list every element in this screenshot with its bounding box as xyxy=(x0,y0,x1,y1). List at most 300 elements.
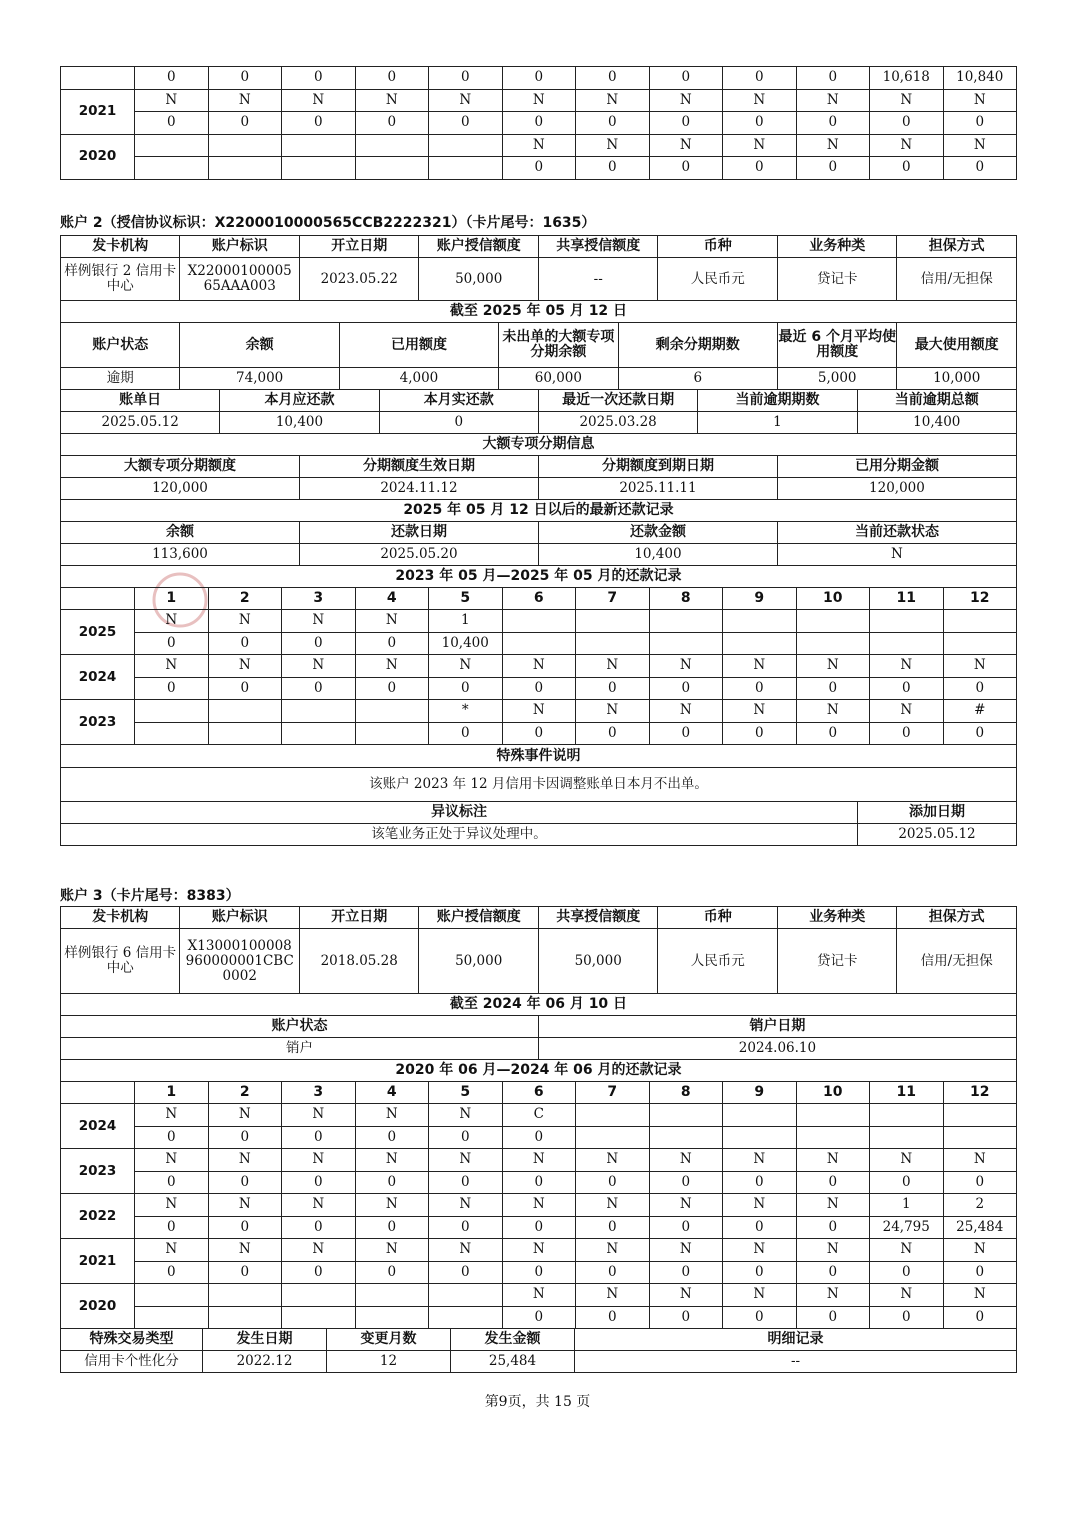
value-cell: 贷记卡 xyxy=(777,929,896,994)
amount-cell: 0 xyxy=(429,1216,503,1239)
status-cell xyxy=(282,1284,356,1307)
amount-cell: 0 xyxy=(429,67,503,90)
value-cell: X22000100005 65AAA003 xyxy=(180,258,299,301)
value-cell: 0 xyxy=(379,412,538,434)
month-header-row xyxy=(61,1082,1017,1104)
amount-cell xyxy=(355,157,429,180)
amount-cell: 0 xyxy=(796,677,870,700)
status-cell: N xyxy=(135,655,209,678)
header-cell: 开立日期 xyxy=(299,236,418,258)
status-cell: N xyxy=(796,1239,870,1262)
header-cell: 已用分期金额 xyxy=(777,456,1016,478)
status-cell xyxy=(870,610,944,633)
amount-cell: 0 xyxy=(282,1216,356,1239)
status-cell: N xyxy=(135,89,209,112)
as-of-row xyxy=(61,994,1017,1016)
status-cell: N xyxy=(429,89,503,112)
value-cell: 50,000 xyxy=(538,929,658,994)
amount-cell: 0 xyxy=(135,1216,209,1239)
status-cell xyxy=(355,1284,429,1307)
amount-cell: 0 xyxy=(870,1306,944,1329)
repayment-year-row xyxy=(61,134,1017,157)
section-title: 特殊事件说明 xyxy=(61,745,1017,768)
value-row xyxy=(61,929,1017,994)
status-cell: N xyxy=(576,1284,650,1307)
status-header-row xyxy=(61,1016,1017,1038)
amount-cell: 0 xyxy=(208,1216,282,1239)
account2-table xyxy=(60,235,1017,588)
status-cell: N xyxy=(649,134,723,157)
amount-cell: 0 xyxy=(502,1306,576,1329)
amount-cell: 0 xyxy=(723,722,797,745)
status-cell: N xyxy=(943,1239,1017,1262)
amount-cell: 24,795 xyxy=(870,1216,944,1239)
value-cell: 25,484 xyxy=(451,1351,575,1373)
header-cell: 最近 6 个月平均使用额度 xyxy=(777,323,896,368)
month-cell: 8 xyxy=(649,1082,723,1104)
header-cell: 还款日期 xyxy=(299,522,538,544)
repayment-amount-row xyxy=(61,632,1017,655)
amount-cell: 0 xyxy=(502,677,576,700)
status-cell: N xyxy=(282,89,356,112)
value-cell: 样例银行 6 信用卡中心 xyxy=(61,929,180,994)
status-cell: N xyxy=(208,655,282,678)
amount-cell: 0 xyxy=(429,1126,503,1149)
header-row xyxy=(61,236,1017,258)
amount-cell: 25,484 xyxy=(943,1216,1017,1239)
status-cell: N xyxy=(649,1284,723,1307)
status-cell: N xyxy=(282,1239,356,1262)
status-cell xyxy=(943,1104,1017,1127)
repayment-amount-row xyxy=(61,157,1017,180)
amount-cell xyxy=(135,1306,209,1329)
repayment-year-row xyxy=(61,89,1017,112)
account3-special-transactions xyxy=(60,1328,1017,1373)
year-cell: 2023 xyxy=(61,700,135,745)
amount-cell xyxy=(576,1126,650,1149)
bill-value-row xyxy=(61,412,1017,434)
repayment-amount-row xyxy=(61,1261,1017,1284)
year-cell: 2020 xyxy=(61,1284,135,1329)
amount-cell: 0 xyxy=(135,1171,209,1194)
year-cell: 2024 xyxy=(61,655,135,700)
amount-cell: 0 xyxy=(576,157,650,180)
status-cell: N xyxy=(796,1194,870,1217)
status-cell: N xyxy=(943,89,1017,112)
status-cell xyxy=(208,1284,282,1307)
value-cell: 60,000 xyxy=(499,368,619,390)
month-cell: 12 xyxy=(943,1082,1017,1104)
amount-cell: 0 xyxy=(282,67,356,90)
amount-cell xyxy=(135,157,209,180)
header-cell: 未出单的大额专项分期余额 xyxy=(499,323,619,368)
account3-table xyxy=(60,906,1017,1082)
status-cell xyxy=(870,1104,944,1127)
amount-cell: 0 xyxy=(649,677,723,700)
month-cell: 2 xyxy=(208,588,282,610)
status-header-row xyxy=(61,323,1017,368)
section-title: 大额专项分期信息 xyxy=(61,434,1017,456)
header-cell: 业务种类 xyxy=(777,907,896,929)
status-cell: N xyxy=(943,655,1017,678)
status-cell xyxy=(282,134,356,157)
status-cell: N xyxy=(649,655,723,678)
status-cell xyxy=(649,610,723,633)
status-cell: N xyxy=(576,655,650,678)
header-cell: 币种 xyxy=(658,236,778,258)
amount-cell xyxy=(870,1126,944,1149)
header-cell: 担保方式 xyxy=(897,907,1016,929)
status-cell: N xyxy=(576,134,650,157)
amount-cell: 0 xyxy=(796,722,870,745)
year-cell xyxy=(61,67,135,90)
year-cell: 2021 xyxy=(61,89,135,134)
amount-cell: 0 xyxy=(649,722,723,745)
value-cell: 10,400 xyxy=(220,412,379,434)
amount-cell: 0 xyxy=(502,157,576,180)
status-cell: N xyxy=(355,655,429,678)
amount-cell: 0 xyxy=(723,1171,797,1194)
amount-cell: 0 xyxy=(502,1171,576,1194)
status-value-row xyxy=(61,1038,1017,1060)
amount-cell xyxy=(649,1126,723,1149)
value-cell: 2025.05.12 xyxy=(61,412,220,434)
amount-cell: 0 xyxy=(576,1171,650,1194)
status-cell: 1 xyxy=(870,1194,944,1217)
value-cell: -- xyxy=(538,258,658,301)
status-cell: N xyxy=(870,655,944,678)
month-cell: 11 xyxy=(870,588,944,610)
status-cell: N xyxy=(870,89,944,112)
status-cell: N xyxy=(943,134,1017,157)
amount-cell xyxy=(282,722,356,745)
amount-cell: 0 xyxy=(355,67,429,90)
header-cell: 添加日期 xyxy=(858,802,1017,824)
amount-cell: 0 xyxy=(649,1261,723,1284)
value-cell: 1 xyxy=(698,412,857,434)
value-cell: 10,000 xyxy=(897,368,1016,390)
status-cell xyxy=(502,610,576,633)
status-cell xyxy=(723,1104,797,1127)
amount-cell: 0 xyxy=(576,677,650,700)
account3-title: 账户 3（卡片尾号：8383） xyxy=(60,888,240,904)
year-cell: 2023 xyxy=(61,1149,135,1194)
value-cell: 50,000 xyxy=(419,258,539,301)
status-cell: N xyxy=(429,1149,503,1172)
month-cell: 7 xyxy=(576,588,650,610)
header-cell: 共享授信额度 xyxy=(538,236,658,258)
installment-title-row xyxy=(61,434,1017,456)
status-cell: N xyxy=(576,1239,650,1262)
repayment-amount-row xyxy=(61,1171,1017,1194)
status-cell: N xyxy=(282,1104,356,1127)
repayment-year-row xyxy=(61,1149,1017,1172)
value-row xyxy=(61,258,1017,301)
year-cell: 2024 xyxy=(61,1104,135,1149)
status-cell xyxy=(208,700,282,723)
repayment-amount-row xyxy=(61,1216,1017,1239)
status-cell: N xyxy=(870,1284,944,1307)
bill-header-row xyxy=(61,390,1017,412)
amount-cell xyxy=(796,1126,870,1149)
header-cell: 共享授信额度 xyxy=(538,907,658,929)
month-cell: 1 xyxy=(135,1082,209,1104)
status-cell: N xyxy=(355,610,429,633)
tx-header-row xyxy=(61,1329,1017,1351)
amount-cell: 0 xyxy=(282,1126,356,1149)
amount-cell: 10,618 xyxy=(870,67,944,90)
header-cell: 还款金额 xyxy=(538,522,777,544)
amount-cell: 0 xyxy=(943,112,1017,135)
month-cell: 10 xyxy=(796,1082,870,1104)
amount-cell: 0 xyxy=(135,67,209,90)
amount-cell: 0 xyxy=(870,1171,944,1194)
amount-cell: 0 xyxy=(576,1216,650,1239)
month-header-row xyxy=(61,588,1017,610)
header-cell: 余额 xyxy=(180,323,339,368)
header-cell: 当前逾期总额 xyxy=(857,390,1016,412)
status-cell: N xyxy=(870,134,944,157)
amount-cell xyxy=(355,1306,429,1329)
amount-cell xyxy=(649,632,723,655)
amount-cell: 0 xyxy=(870,722,944,745)
status-cell xyxy=(429,1284,503,1307)
amount-cell: 0 xyxy=(649,1171,723,1194)
repayment-amount-row xyxy=(61,677,1017,700)
status-cell: N xyxy=(796,655,870,678)
header-cell: 业务种类 xyxy=(777,236,896,258)
month-cell: 1 xyxy=(135,588,209,610)
header-cell: 账户标识 xyxy=(180,236,299,258)
status-cell: N xyxy=(502,1239,576,1262)
status-cell xyxy=(135,134,209,157)
status-cell: N xyxy=(429,1104,503,1127)
status-cell: N xyxy=(208,1239,282,1262)
month-cell: 3 xyxy=(282,588,356,610)
status-cell: N xyxy=(208,610,282,633)
value-cell: 12 xyxy=(327,1351,451,1373)
blank-cell xyxy=(61,588,135,610)
amount-cell: 0 xyxy=(135,632,209,655)
header-cell: 当前逾期期数 xyxy=(698,390,857,412)
value-cell: 74,000 xyxy=(180,368,339,390)
status-cell: N xyxy=(943,1284,1017,1307)
amount-cell: 0 xyxy=(208,112,282,135)
header-cell: 发卡机构 xyxy=(61,236,180,258)
amount-cell: 0 xyxy=(576,67,650,90)
amount-cell xyxy=(355,722,429,745)
status-cell xyxy=(135,700,209,723)
month-cell: 11 xyxy=(870,1082,944,1104)
value-cell: 信用/无担保 xyxy=(897,258,1016,301)
header-cell: 开立日期 xyxy=(299,907,418,929)
amount-cell xyxy=(208,722,282,745)
month-cell: 5 xyxy=(429,588,503,610)
value-cell: 50,000 xyxy=(419,929,539,994)
month-cell: 10 xyxy=(796,588,870,610)
year-cell: 2021 xyxy=(61,1239,135,1284)
amount-cell: 0 xyxy=(282,632,356,655)
value-cell: 逾期 xyxy=(61,368,180,390)
amount-cell xyxy=(282,157,356,180)
amount-cell: 0 xyxy=(429,1261,503,1284)
value-cell: 4,000 xyxy=(339,368,498,390)
amount-cell: 0 xyxy=(649,1306,723,1329)
status-cell: N xyxy=(649,89,723,112)
special-text-row xyxy=(61,768,1017,802)
status-cell: N xyxy=(723,700,797,723)
header-cell: 担保方式 xyxy=(897,236,1016,258)
amount-cell: 0 xyxy=(870,112,944,135)
value-cell: X13000100008 960000001CBC 0002 xyxy=(180,929,299,994)
amount-cell: 0 xyxy=(796,1306,870,1329)
amount-cell: 0 xyxy=(723,112,797,135)
amount-cell: 0 xyxy=(208,67,282,90)
header-cell: 异议标注 xyxy=(61,802,858,824)
month-cell: 3 xyxy=(282,1082,356,1104)
status-cell: N xyxy=(502,1284,576,1307)
status-cell: N xyxy=(502,700,576,723)
month-cell: 4 xyxy=(355,588,429,610)
amount-cell: 0 xyxy=(870,157,944,180)
header-cell: 余额 xyxy=(61,522,300,544)
status-cell: N xyxy=(135,1149,209,1172)
value-cell: 贷记卡 xyxy=(777,258,896,301)
amount-cell: 0 xyxy=(429,1171,503,1194)
value-cell: 120,000 xyxy=(777,478,1016,500)
amount-cell: 0 xyxy=(943,1306,1017,1329)
value-cell: 样例银行 2 信用卡中心 xyxy=(61,258,180,301)
status-cell: N xyxy=(943,1149,1017,1172)
amount-cell: 0 xyxy=(355,632,429,655)
header-cell: 已用额度 xyxy=(339,323,498,368)
status-cell: N xyxy=(355,89,429,112)
status-cell: N xyxy=(502,1149,576,1172)
amount-cell: 10,840 xyxy=(943,67,1017,90)
header-cell: 分期额度生效日期 xyxy=(299,456,538,478)
month-cell: 2 xyxy=(208,1082,282,1104)
value-cell: 2025.05.20 xyxy=(299,544,538,566)
header-cell: 特殊交易类型 xyxy=(61,1329,203,1351)
amount-cell: 0 xyxy=(723,157,797,180)
amount-cell: 0 xyxy=(796,1171,870,1194)
header-cell: 发卡机构 xyxy=(61,907,180,929)
status-cell: N xyxy=(723,134,797,157)
value-cell: 人民币元 xyxy=(658,929,778,994)
status-cell xyxy=(796,1104,870,1127)
status-cell: N xyxy=(723,1149,797,1172)
amount-cell xyxy=(502,632,576,655)
header-cell: 账户授信额度 xyxy=(419,236,539,258)
month-cell: 12 xyxy=(943,588,1017,610)
value-cell: 2018.05.28 xyxy=(299,929,418,994)
amount-cell: 0 xyxy=(723,1306,797,1329)
value-cell: N xyxy=(777,544,1016,566)
status-cell: N xyxy=(649,1194,723,1217)
value-cell: 2025.05.12 xyxy=(858,824,1017,846)
section-title: 2025 年 05 月 12 日以后的最新还款记录 xyxy=(61,500,1017,522)
month-cell: 6 xyxy=(502,588,576,610)
amount-cell: 0 xyxy=(208,1261,282,1284)
top-repayment-table xyxy=(60,66,1017,180)
header-cell: 最近一次还款日期 xyxy=(538,390,697,412)
status-cell: N xyxy=(355,1239,429,1262)
value-cell: 信用卡个性化分 xyxy=(61,1351,203,1373)
latest-value-row xyxy=(61,544,1017,566)
amount-cell: 0 xyxy=(649,112,723,135)
amount-cell: 0 xyxy=(576,1306,650,1329)
amount-cell: 0 xyxy=(135,1126,209,1149)
account2-title: 账户 2（授信协议标识：X2200010000565CCB2222321）（卡片尾号：1635） xyxy=(60,215,596,231)
amount-cell xyxy=(429,157,503,180)
status-cell: N xyxy=(796,1149,870,1172)
account2-repayment-grid xyxy=(60,587,1017,745)
amount-cell xyxy=(723,1126,797,1149)
status-cell: N xyxy=(723,89,797,112)
header-cell: 分期额度到期日期 xyxy=(538,456,777,478)
status-cell: 1 xyxy=(429,610,503,633)
amount-cell: 0 xyxy=(355,1126,429,1149)
amount-cell: 0 xyxy=(576,112,650,135)
status-cell: N xyxy=(282,1149,356,1172)
value-cell: 2024.06.10 xyxy=(538,1038,1016,1060)
status-cell: N xyxy=(135,610,209,633)
status-cell: N xyxy=(502,655,576,678)
amount-cell: 0 xyxy=(649,1216,723,1239)
amount-cell: 0 xyxy=(355,1261,429,1284)
amount-cell xyxy=(429,1306,503,1329)
header-cell: 本月实还款 xyxy=(379,390,538,412)
value-cell: -- xyxy=(575,1351,1017,1373)
status-cell: N xyxy=(870,700,944,723)
amount-cell: 0 xyxy=(282,677,356,700)
amount-cell: 0 xyxy=(429,677,503,700)
amount-cell: 0 xyxy=(796,157,870,180)
page-footer: 第9页，共 15 页 xyxy=(484,1394,591,1410)
amount-cell: 0 xyxy=(943,1171,1017,1194)
status-cell: N xyxy=(355,1149,429,1172)
status-cell: N xyxy=(502,1194,576,1217)
status-cell: N xyxy=(282,610,356,633)
status-cell: N xyxy=(723,1284,797,1307)
repayment-year-row xyxy=(61,610,1017,633)
special-text: 该账户 2023 年 12 月信用卡因调整账单日本月不出单。 xyxy=(61,768,1017,802)
value-cell: 5,000 xyxy=(777,368,896,390)
amount-cell xyxy=(943,1126,1017,1149)
amount-cell xyxy=(208,157,282,180)
amount-cell xyxy=(282,1306,356,1329)
repayment-year-row xyxy=(61,1239,1017,1262)
status-cell: N xyxy=(576,1149,650,1172)
repayment-year-row xyxy=(61,1104,1017,1127)
status-cell: N xyxy=(208,89,282,112)
status-cell: N xyxy=(649,700,723,723)
amount-cell: 0 xyxy=(208,1126,282,1149)
amount-cell: 0 xyxy=(870,677,944,700)
status-cell xyxy=(649,1104,723,1127)
amount-cell xyxy=(135,722,209,745)
month-cell: 9 xyxy=(723,1082,797,1104)
value-cell: 10,400 xyxy=(857,412,1016,434)
repayment-amount-row xyxy=(61,1126,1017,1149)
repayment-amount-row xyxy=(61,722,1017,745)
amount-cell: 0 xyxy=(796,1216,870,1239)
status-cell: N xyxy=(576,89,650,112)
amount-cell xyxy=(723,632,797,655)
header-cell: 销户日期 xyxy=(538,1016,1016,1038)
amount-cell: 0 xyxy=(502,1126,576,1149)
amount-cell: 0 xyxy=(502,1216,576,1239)
